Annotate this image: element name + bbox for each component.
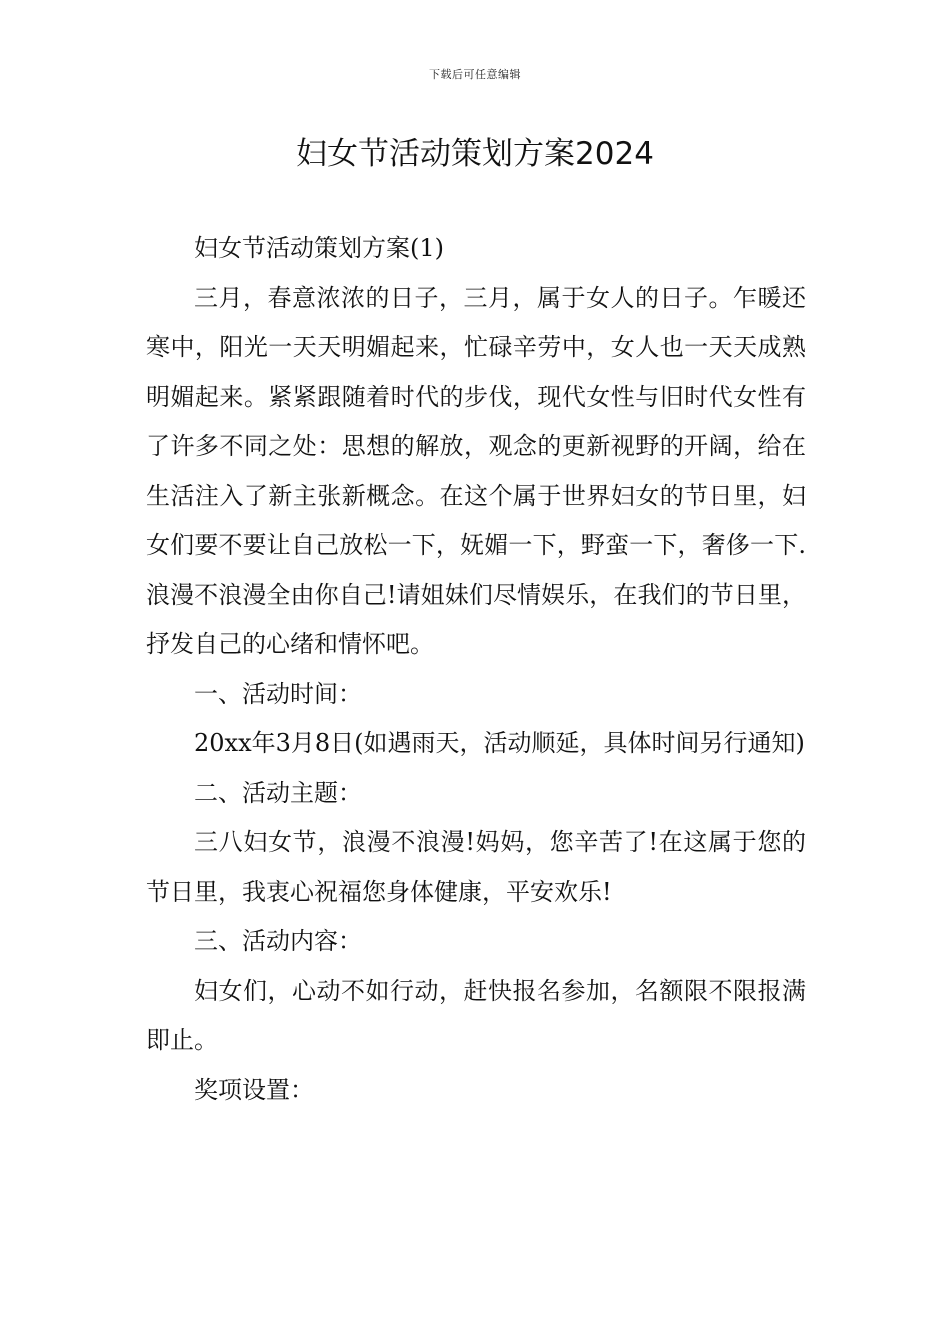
time-paragraph: 20xx年3月8日(如遇雨天，活动顺延，具体时间另行通知): [194, 729, 805, 757]
document-title: 妇女节活动策划方案2024: [296, 136, 654, 172]
awards-heading: 奖项设置：: [194, 1075, 314, 1104]
header-note: 下载后可任意编辑: [429, 68, 521, 81]
document-body: [146, 224, 806, 1115]
section-heading-time: 一、活动时间：: [194, 679, 362, 708]
section-heading-theme: 二、活动主题：: [194, 778, 362, 807]
intro-paragraph: 三月，春意浓浓的日子，三月，属于女人的日子。乍暖还寒中，阳光一天天明媚起来，忙碌辛劳中，女人也一天天成熟明媚起来。紧紧跟随着时代的步伐，现代女性与旧时代女性有了许多不同之处：思想的解放，观念的更新视野的开阔，给在生活注入了新主张新概念。在这个属于世界妇女的节日里，妇女们要不要让自己放松一下，妩媚一下，野蛮一下，奢侈一下.浪漫不浪漫全由你自己!请姐妹们尽情娱乐，在我们的节日里，抒发自己的心绪和情怀吧。: [146, 283, 806, 658]
theme-paragraph: 三八妇女节，浪漫不浪漫!妈妈，您辛苦了!在这属于您的节日里，我衷心祝福您身体健康，平安欢乐!: [146, 828, 806, 906]
subtitle-paragraph: 妇女节活动策划方案(1): [194, 234, 444, 262]
section-heading-content: 三、活动内容：: [194, 927, 362, 955]
content-paragraph: 妇女们，心动不如行动，赶快报名参加，名额限不限报满即止。: [146, 976, 806, 1054]
